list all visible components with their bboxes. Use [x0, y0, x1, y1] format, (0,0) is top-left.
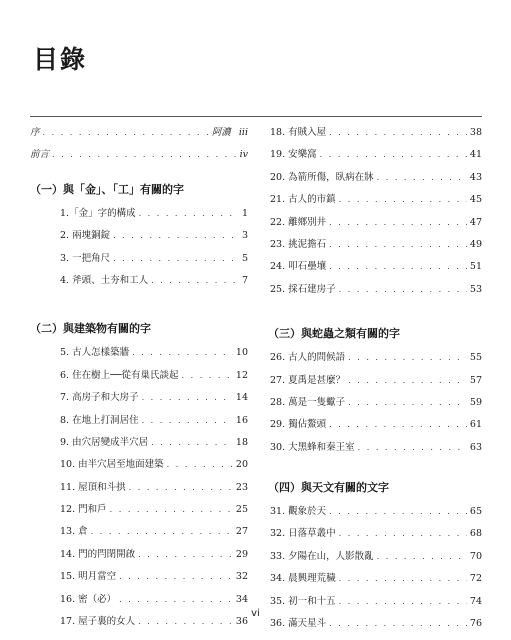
leader-dots: [113, 248, 239, 270]
entry-title: 14. 門的閂閉開啟: [60, 548, 136, 560]
leader-dots: [329, 414, 467, 436]
leader-dots: [52, 144, 237, 166]
toc-left-column: [30, 122, 248, 633]
leader-dots: [110, 499, 233, 521]
toc-entry[interactable]: [30, 477, 248, 499]
toc-entry[interactable]: [30, 544, 248, 566]
entry-title: 33. 夕陽在山，人影散亂: [270, 550, 374, 562]
entry-page: 18: [235, 436, 248, 448]
entry-page: 34: [235, 593, 248, 605]
entry-title: 8. 在地上打洞居住: [60, 414, 139, 426]
entry-title: 36. 滿天星斗: [270, 618, 327, 630]
toc-entry[interactable]: [268, 392, 482, 414]
entry-author: 阿濃: [211, 127, 231, 138]
entry-title: 7. 高房子和大房子: [60, 392, 139, 404]
leader-dots: [138, 544, 233, 566]
toc-entry[interactable]: [268, 568, 482, 590]
leader-dots: [329, 501, 467, 523]
entry-title: 序: [30, 127, 40, 138]
entry-page: iii: [238, 127, 248, 138]
toc-entry[interactable]: [268, 347, 482, 369]
leader-dots: [320, 144, 467, 166]
entry-title: 20. 為箭所傷，臥病在牀: [270, 171, 374, 183]
leader-dots: [377, 167, 467, 189]
entry-page: 76: [469, 618, 482, 630]
leader-dots: [339, 523, 467, 545]
section-heading: （二）與建築物有關的字: [30, 322, 151, 336]
toc-entry[interactable]: [30, 248, 248, 270]
entry-title: 26. 古人的問候語: [270, 352, 346, 364]
entry-page: 43: [469, 171, 482, 183]
entry-title: 9. 由穴居變成半穴居: [60, 436, 149, 448]
leader-dots: [348, 370, 467, 392]
entry-page: 36: [235, 616, 248, 628]
entry-page: 10: [235, 347, 248, 359]
leader-dots: [139, 203, 239, 225]
entry-page: 41: [469, 149, 482, 161]
entry-title: 32. 日落草叢中: [270, 528, 336, 540]
entry-page: 45: [469, 194, 482, 206]
entry-page: 65: [469, 506, 482, 518]
entry-page: iv: [239, 149, 248, 161]
entry-page: 5: [241, 252, 248, 264]
leader-dots: [91, 521, 233, 543]
entry-title: 17. 屋子裏的女人: [60, 616, 136, 628]
leader-dots: [129, 477, 233, 499]
entry-page: 70: [469, 550, 482, 562]
entry-page: 74: [469, 595, 482, 607]
leader-dots: [329, 256, 467, 278]
leader-dots: [142, 410, 233, 432]
section-heading: （四）與天文有關的文字: [268, 481, 389, 495]
toc-entry[interactable]: [30, 432, 248, 454]
toc-entry[interactable]: [30, 387, 248, 409]
entry-title: 6. 住在樹上──從有巢氏談起: [60, 369, 179, 381]
entry-title: 21. 古人的市鎮: [270, 194, 336, 206]
entry-title: 13. 倉: [60, 526, 88, 538]
entry-page: 25: [235, 504, 248, 516]
section-entries: [268, 347, 482, 459]
entry-page: 72: [469, 573, 482, 585]
leader-dots: [348, 392, 467, 414]
toc-entry[interactable]: [30, 365, 248, 387]
toc-entry[interactable]: [30, 454, 248, 476]
section-entries: [30, 342, 248, 633]
entry-title: 25. 採石建房子: [270, 283, 336, 295]
toc-entry[interactable]: [268, 523, 482, 545]
leader-dots: [43, 122, 209, 144]
toc-entry[interactable]: [268, 189, 482, 211]
entry-page: 27: [235, 526, 248, 538]
toc-entry[interactable]: [30, 566, 248, 588]
leader-dots: [329, 234, 467, 256]
entry-page: 32: [235, 571, 248, 583]
leader-dots: [182, 365, 233, 387]
leader-dots: [358, 437, 467, 459]
toc-entry[interactable]: [268, 501, 482, 523]
toc-entry[interactable]: [268, 167, 482, 189]
toc-entry[interactable]: [268, 144, 482, 166]
entry-title: 10. 由半穴居至地面建築: [60, 459, 164, 471]
entry-page: 57: [469, 374, 482, 386]
entry-page: 14: [235, 392, 248, 404]
toc-entry[interactable]: [268, 437, 482, 459]
entry-title: 4. 斧頭、土夯和工人: [60, 274, 149, 286]
divider: [30, 116, 482, 117]
toc-entry[interactable]: [30, 225, 248, 247]
entry-page: 63: [469, 441, 482, 453]
leader-dots: [329, 212, 467, 234]
entry-title: 34. 晨興理荒穢: [270, 573, 336, 585]
entry-title: 3. 一把角尺: [60, 252, 111, 264]
section-entries: [268, 122, 482, 301]
entry-page: 23: [235, 481, 248, 493]
toc-entry[interactable]: [268, 122, 482, 144]
leader-dots: [329, 122, 467, 144]
leader-dots: [151, 432, 233, 454]
toc-entry[interactable]: [30, 342, 248, 364]
toc-entry[interactable]: [30, 499, 248, 521]
entry-page: 1: [241, 207, 248, 219]
leader-dots: [339, 189, 467, 211]
toc-entry[interactable]: [268, 546, 482, 568]
toc-entry-foreword[interactable]: [30, 144, 248, 166]
entry-page: 55: [469, 352, 482, 364]
entry-page: 47: [469, 216, 482, 228]
entry-title: 28. 萬是一隻蠍子: [270, 396, 346, 408]
entry-title: 35. 初一和十五: [270, 595, 336, 607]
leader-dots: [119, 566, 233, 588]
entry-page: 7: [241, 274, 248, 286]
entry-title: 24. 叩石壘壤: [270, 261, 327, 273]
entry-title: 12. 門和戶: [60, 504, 107, 516]
toc-entry[interactable]: [268, 279, 482, 301]
toc-entry[interactable]: [30, 410, 248, 432]
entry-title: 15. 明月當空: [60, 571, 117, 583]
section-entries: [30, 203, 248, 293]
section-heading: （一）與「金」、「工」有關的字: [30, 182, 184, 196]
entry-title: 31. 觀象於天: [270, 506, 327, 518]
entry-page: 12: [235, 369, 248, 381]
entry-title: 5. 古人怎樣築牆: [60, 347, 130, 359]
entry-title: 11. 屋頂和斗拱: [60, 481, 126, 493]
entry-page: 38: [469, 127, 482, 138]
entry-title: 19. 安樂窩: [270, 149, 317, 161]
entry-page: 3: [241, 230, 248, 242]
entry-page: 16: [235, 414, 248, 426]
toc-entry[interactable]: [268, 414, 482, 436]
leader-dots: [339, 568, 467, 590]
entry-title: 22. 離鄉別井: [270, 216, 327, 228]
toc-entry[interactable]: [268, 256, 482, 278]
toc-right-column: [268, 122, 482, 635]
entry-title: 前言: [30, 149, 50, 161]
entry-page: 29: [235, 548, 248, 560]
entry-title: 18. 有賊入屋: [270, 127, 327, 138]
entry-title: 2. 兩塊銅錠: [60, 230, 111, 242]
entry-page: 49: [469, 238, 482, 250]
leader-dots: [151, 270, 239, 292]
toc-entry[interactable]: [268, 234, 482, 256]
toc-entry[interactable]: [30, 270, 248, 292]
entry-page: 59: [469, 396, 482, 408]
entry-title: 1.「金」字的構成: [60, 207, 136, 219]
leader-dots: [113, 225, 239, 247]
toc-entry[interactable]: [268, 212, 482, 234]
leader-dots: [377, 546, 467, 568]
toc-entry[interactable]: [30, 521, 248, 543]
page-title: 目錄: [33, 45, 88, 74]
entry-title: 29. 獨佔鰲頭: [270, 419, 327, 431]
toc-entry[interactable]: [30, 203, 248, 225]
leader-dots: [339, 279, 467, 301]
entry-page: 20: [235, 459, 248, 471]
entry-page: 68: [469, 528, 482, 540]
page-number: vi: [251, 608, 260, 619]
toc-entry-preface[interactable]: [30, 122, 248, 144]
leader-dots: [132, 342, 233, 364]
entry-title: 16. 密（必）: [60, 593, 117, 605]
leader-dots: [348, 347, 467, 369]
toc-entry[interactable]: [268, 370, 482, 392]
entry-page: 51: [469, 261, 482, 273]
entry-title: 27. 夏禹是甚麼？: [270, 374, 346, 386]
entry-page: 53: [469, 283, 482, 295]
section-heading: （三）與蛇蟲之類有關的字: [268, 327, 400, 341]
leader-dots: [142, 387, 233, 409]
entry-page: 61: [469, 419, 482, 431]
leader-dots: [167, 454, 233, 476]
entry-title: 23. 挑泥擔石: [270, 238, 327, 250]
entry-title: 30. 大黑蜂和秦王室: [270, 441, 355, 453]
